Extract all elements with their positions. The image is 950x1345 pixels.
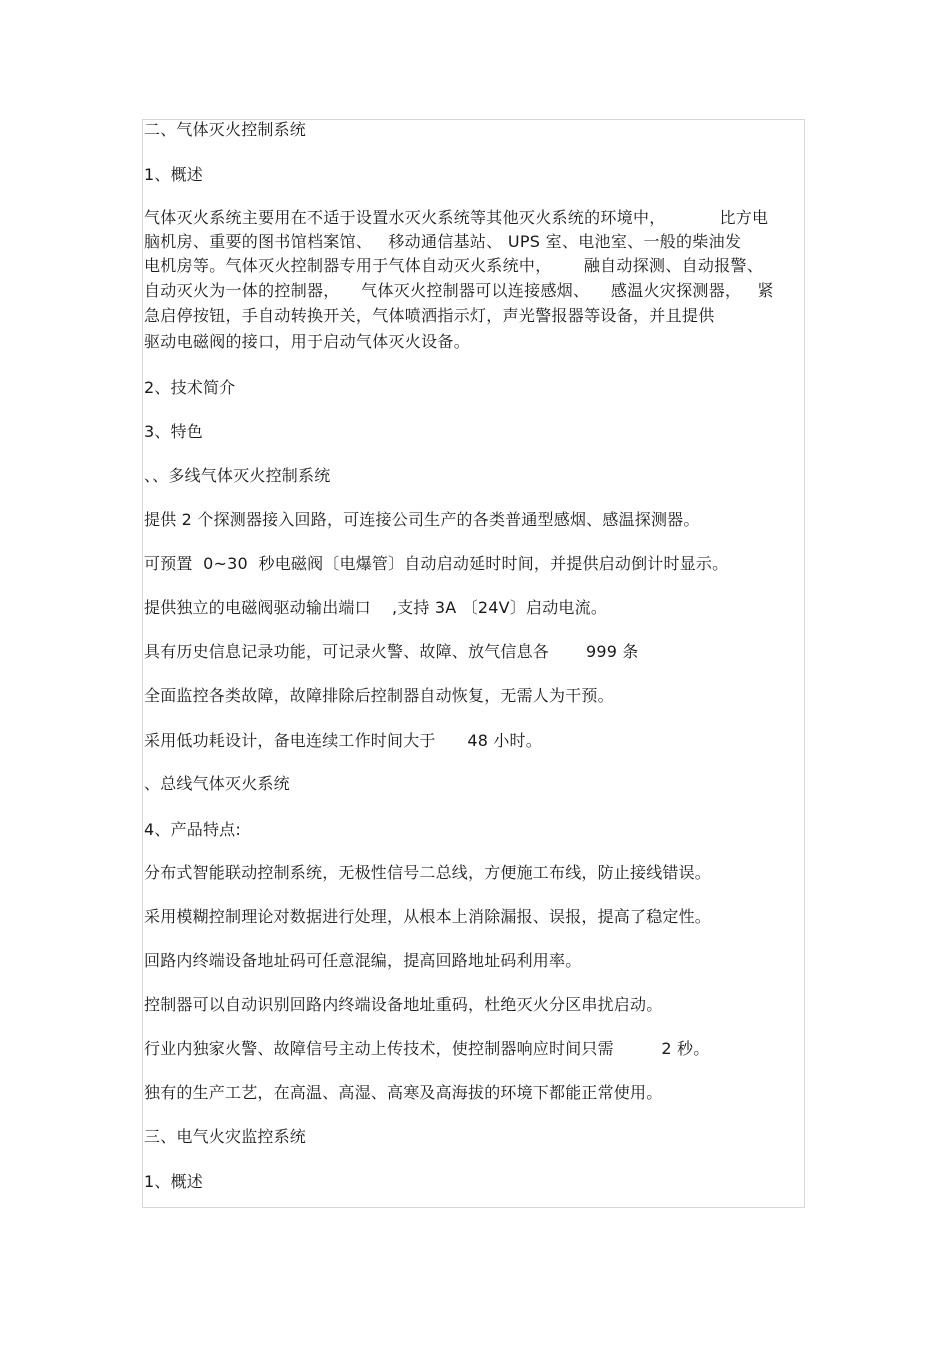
section-heading-gas: 二、气体灭火控制系统 — [144, 120, 307, 139]
multiline-item-6: 采用低功耗设计，备电连续工作时间大于 48 小时。 — [144, 731, 542, 750]
product-item-2: 采用模糊控制理论对数据进行处理，从根本上消除漏报、误报，提高了稳定性。 — [144, 907, 712, 926]
product-item-5: 行业内独家火警、故障信号主动上传技术，使控制器响应时间只需 2 秒。 — [144, 1039, 710, 1058]
subheading-product-features: 4、产品特点: — [144, 820, 241, 839]
overview-line-6: 驱动电磁阀的接口，用于启动气体灭火设备。 — [144, 332, 471, 351]
product-item-4: 控制器可以自动识别回路内终端设备地址重码，杜绝灭火分区串扰启动。 — [144, 995, 663, 1014]
section-heading-electric: 三、电气火灾监控系统 — [144, 1127, 307, 1146]
subheading-overview: 1、概述 — [144, 165, 203, 184]
subheading-overview-2: 1、概述 — [144, 1172, 203, 1191]
multiline-item-5: 全面监控各类故障，故障排除后控制器自动恢复，无需人为干预。 — [144, 686, 614, 705]
multiline-item-1: 提供 2 个探测器接入回路，可连接公司生产的各类普通型感烟、感温探测器。 — [144, 510, 700, 529]
overview-line-3: 电机房等。气体灭火控制器专用于气体自动灭火系统中， 融自动探测、自动报警、 — [144, 256, 764, 275]
overview-line-1: 气体灭火系统主要用在不适于设置水灭火系统等其他灭火系统的环境中， 比方电 — [144, 208, 769, 227]
multiline-item-2: 可预置 0~30 秒电磁阀〔电爆管〕自动启动延时时间，并提供启动倒计时显示。 — [144, 554, 729, 573]
multiline-item-4: 具有历史信息记录功能，可记录火警、故障、放气信息各 999 条 — [144, 642, 639, 661]
product-item-1: 分布式智能联动控制系统，无极性信号二总线，方便施工布线，防止接线错误。 — [144, 863, 712, 882]
product-item-6: 独有的生产工艺，在高温、高湿、高寒及高海拔的环境下都能正常使用。 — [144, 1083, 663, 1102]
bus-system-title: 、总线气体灭火系统 — [144, 774, 290, 793]
multiline-item-3: 提供独立的电磁阀驱动输出端口 ,支持 3A 〔24V〕启动电流。 — [144, 598, 608, 617]
overview-line-4: 自动灭火为一体的控制器， 气体灭火控制器可以连接感烟、 感温火灾探测器， 紧 — [144, 281, 774, 300]
overview-line-2: 脑机房、重要的图书馆档案馆、 移动通信基站、 UPS 室、电池室、一般的柴油发 — [144, 232, 742, 251]
subheading-tech-intro: 2、技术简介 — [144, 378, 236, 397]
subheading-features: 3、特色 — [144, 422, 203, 441]
overview-line-5: 急启停按钮，手自动转换开关，气体喷洒指示灯，声光警报器等设备，并且提供 — [144, 306, 715, 325]
product-item-3: 回路内终端设备地址码可任意混编，提高回路地址码利用率。 — [144, 951, 582, 970]
multiline-system-title: 、、多线气体灭火控制系统 — [144, 466, 331, 485]
